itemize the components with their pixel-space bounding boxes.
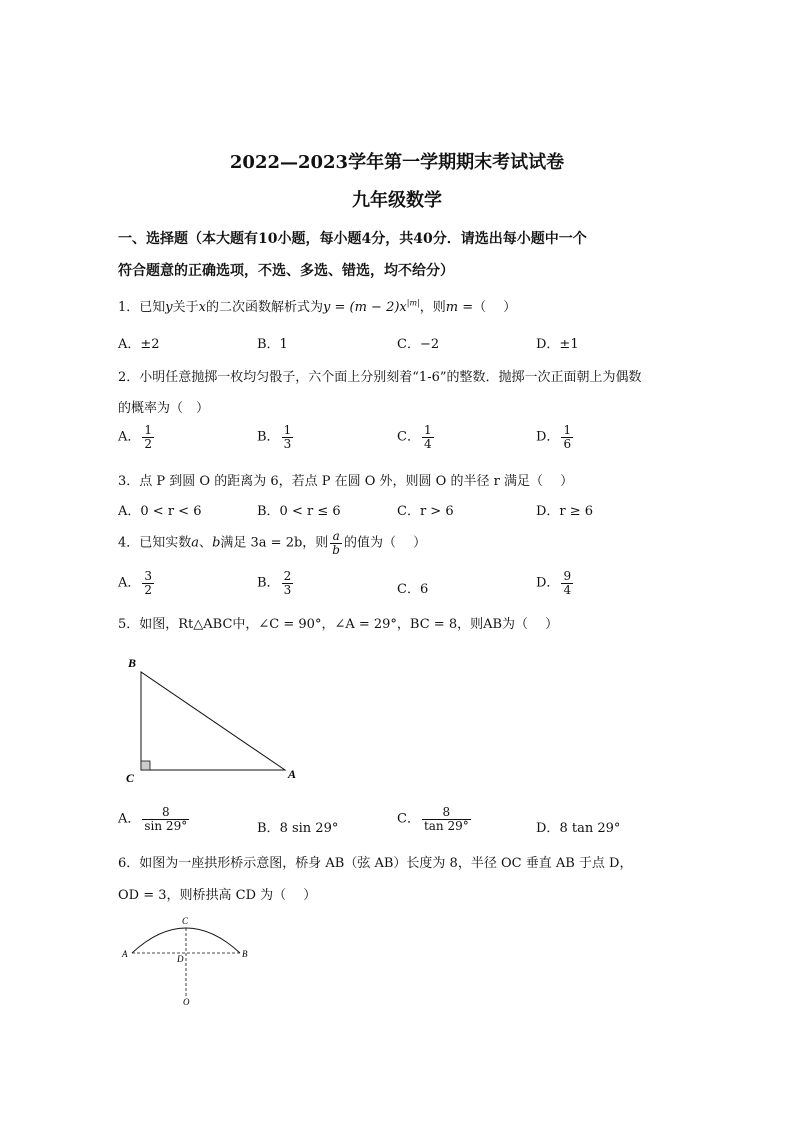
q4-option-d[interactable]: D． $\frac{9}{4}$ bbox=[536, 569, 572, 597]
q2-d-fraction: $\frac{1}{6}$ bbox=[563, 423, 572, 451]
q4-mid: 满足 3a = 2b，则 bbox=[220, 535, 329, 551]
q2-a-fraction: $\frac{1}{2}$ bbox=[144, 423, 153, 451]
point-d-label: D bbox=[177, 954, 184, 964]
point-o-label: O bbox=[183, 997, 190, 1007]
q1-pre: 1．已知 bbox=[118, 300, 166, 315]
q4-var-b: b bbox=[212, 535, 221, 551]
q1-equation: y = (m − 2)x bbox=[323, 300, 407, 315]
q2-c-fraction: $\frac{1}{4}$ bbox=[423, 423, 432, 451]
q4-sep: 、 bbox=[199, 535, 213, 551]
q2-option-b[interactable] bbox=[257, 424, 295, 450]
vertex-c-label: C bbox=[126, 771, 135, 785]
exam-subtitle: 九年级数学 bbox=[352, 190, 442, 211]
q4-option-a[interactable]: A． $\frac{3}{2}$ bbox=[118, 569, 153, 597]
question-1 bbox=[118, 296, 516, 315]
q2-option-c[interactable] bbox=[397, 424, 436, 450]
q5-option-c[interactable]: C． $\frac{8}{\tan 29^\circ}$ bbox=[397, 805, 469, 833]
q4-option-b[interactable]: B． $\frac{2}{3}$ bbox=[257, 569, 292, 597]
question-3: 3．点 P 到圆 O 的距离为 6，若点 P 在圆 O 外，则圆 O 的半径 r 满足（ ） bbox=[118, 474, 574, 489]
q4-var-a: a bbox=[191, 535, 200, 551]
q2-option-d[interactable] bbox=[536, 424, 575, 450]
q4-ratio-fraction: $\frac{a}{b}$ bbox=[332, 529, 340, 557]
question-6-line1: 6．如图为一座拱形桥示意图，桥身 AB（弦 AB）长度为 8，半径 OC 垂直 AB 于点 D， bbox=[118, 856, 633, 871]
q1-tail: =（ ） bbox=[458, 300, 517, 315]
q2-option-a[interactable] bbox=[118, 424, 156, 450]
q4-option-c[interactable]: C．6 bbox=[397, 582, 429, 597]
q3-option-d[interactable]: D．r ≥ 6 bbox=[536, 504, 594, 519]
q3-option-a[interactable]: A．0 < r < 6 bbox=[118, 504, 202, 519]
exam-title: 2022—2023学年第一学期期末考试试卷 bbox=[229, 152, 565, 173]
q2-d-label: D． bbox=[536, 429, 560, 445]
q2-a-label: A． bbox=[118, 429, 141, 445]
q1-option-a[interactable]: A．±2 bbox=[118, 337, 160, 352]
section-heading-line2: 符合题意的正确选项，不选、多选、错选，均不给分） bbox=[118, 263, 454, 279]
q2-b-fraction: $\frac{1}{3}$ bbox=[283, 423, 292, 451]
q3-option-c[interactable]: C．r > 6 bbox=[397, 504, 454, 519]
arch-bridge-figure bbox=[118, 912, 268, 1008]
q2-b-label: B． bbox=[257, 429, 280, 445]
q1-mid1: 关于 bbox=[172, 300, 199, 315]
q1-option-b[interactable]: B．1 bbox=[257, 337, 288, 352]
q5-option-a[interactable]: A． $\frac{8}{\sin 29^\circ}$ bbox=[118, 805, 188, 833]
q1-option-d[interactable]: D．±1 bbox=[536, 337, 579, 352]
question-5: 5．如图，Rt△ABC中，∠C = 90°，∠A = 29°，BC = 8，则AB为（ ） bbox=[118, 617, 559, 632]
section-heading-line1: 一、选择题（本大题有10小题，每小题4分，共40分．请选出每小题中一个 bbox=[118, 231, 587, 247]
q3-option-b[interactable]: B．0 < r ≤ 6 bbox=[257, 504, 341, 519]
q1-mid2: 的二次函数解析式为 bbox=[206, 300, 324, 315]
q1-post: ，则 bbox=[419, 300, 446, 315]
q5-option-b[interactable]: B．8 sin 29° bbox=[257, 821, 339, 836]
vertex-b-label: B bbox=[128, 656, 137, 670]
q1-var-y: y bbox=[165, 300, 173, 315]
q2-c-label: C． bbox=[397, 429, 420, 445]
q1-var-m: m bbox=[445, 300, 459, 315]
question-2-line2: 的概率为（ ） bbox=[118, 401, 210, 416]
question-4 bbox=[118, 530, 426, 556]
triangle-figure bbox=[118, 650, 318, 790]
question-6-line2: OD = 3，则桥拱高 CD 为（ ） bbox=[118, 888, 317, 903]
q5-option-d[interactable]: D．8 tan 29° bbox=[536, 821, 621, 836]
q1-exponent: |m| bbox=[406, 298, 420, 308]
point-a-label: A bbox=[122, 949, 128, 959]
q4-pre: 4．已知实数 bbox=[118, 535, 192, 551]
point-b-label: B bbox=[242, 949, 248, 959]
question-2-line1: 2．小明任意抛掷一枚均匀骰子，六个面上分别刻着“1-6”的整数．抛掷一次正面朝上为偶数 bbox=[118, 370, 642, 385]
q1-var-x: x bbox=[198, 300, 206, 315]
q1-option-c[interactable]: C．−2 bbox=[397, 337, 440, 352]
q4-post: 的值为（ ） bbox=[343, 535, 427, 551]
vertex-a-label: A bbox=[288, 767, 297, 781]
point-c-label: C bbox=[182, 916, 189, 926]
